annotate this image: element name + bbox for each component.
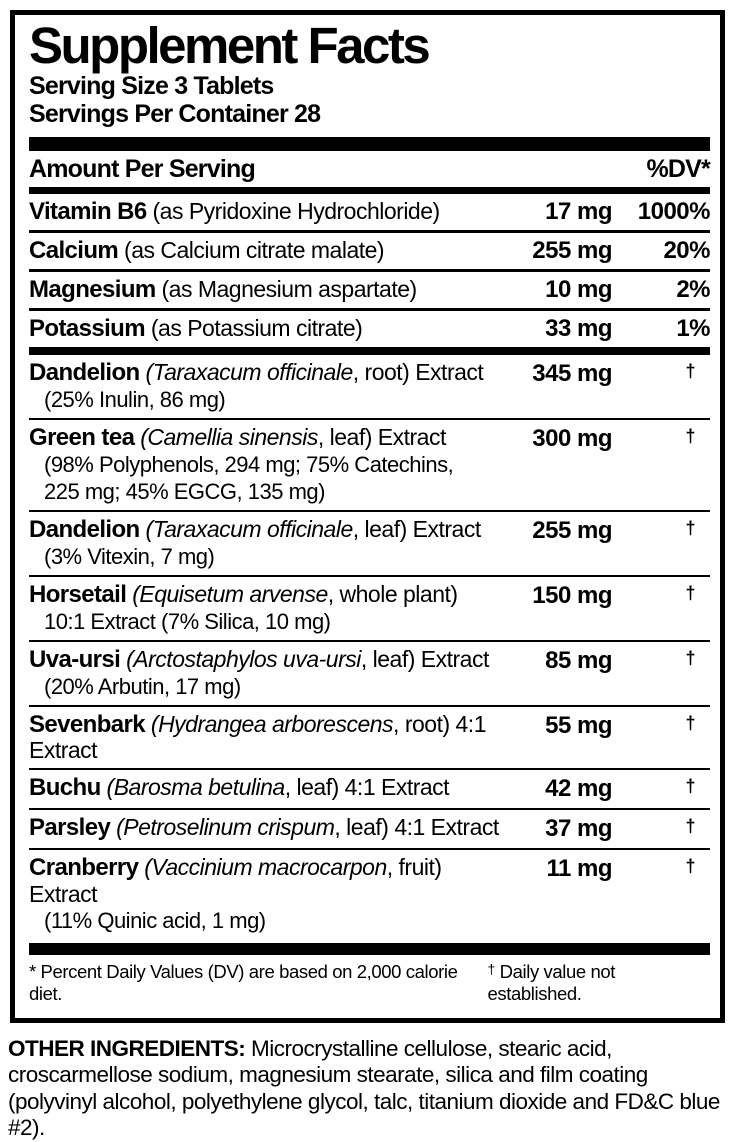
other-ingredients-label: OTHER INGREDIENTS: [8, 1035, 246, 1061]
herbal-qualifier: , fruit) Extract [29, 854, 442, 907]
nutrient-amount: 10 mg [545, 276, 612, 304]
dagger-icon: † [487, 960, 495, 977]
herbal-latin-name: (Equisetum arvense [126, 580, 328, 607]
herbal-amount: 11 mg [546, 855, 612, 883]
nutrient-dv: 2% [676, 276, 710, 304]
herbal-qualifier: , leaf) Extract [352, 515, 481, 542]
other-ingredients [8, 1036, 727, 1142]
herbal-name-cell [29, 425, 504, 505]
herbal-name: Cranberry [29, 854, 139, 882]
dagger-symbol: † [685, 816, 695, 837]
nutrient-name-cell [29, 238, 504, 264]
herbal-amount: 55 mg [545, 711, 612, 739]
nutrient-name: Calcium [29, 236, 119, 264]
herbal-amount: 345 mg [532, 360, 612, 388]
herbal-row [29, 770, 710, 808]
nutrient-dv: 1000% [637, 198, 710, 226]
nutrient-row [29, 272, 710, 308]
dagger-symbol: † [685, 712, 695, 733]
column-header-row [29, 151, 710, 187]
herbal-qualifier: , whole plant) [327, 580, 458, 607]
nutrient-amount: 17 mg [545, 198, 612, 226]
thick-rule-top [29, 137, 710, 151]
herbal-subline: 10:1 Extract (7% Silica, 10 mg) [44, 609, 331, 635]
herbal-name-cell [29, 360, 504, 413]
herbal-qualifier: , leaf) Extract [317, 424, 446, 451]
herbal-row [29, 577, 710, 640]
supplement-facts-panel [10, 10, 725, 1023]
herbal-name: Parsley [29, 814, 111, 842]
dagger-footnote [488, 961, 710, 1005]
herbal-name: Horsetail [29, 580, 127, 608]
herbal-row [29, 355, 710, 418]
nutrient-name: Potassium [29, 314, 145, 342]
nutrient-detail: (as Potassium citrate) [144, 314, 363, 341]
herbal-name: Dandelion [29, 515, 140, 543]
herbal-name: Green tea [29, 424, 135, 452]
dagger-footnote-text: Daily value not established. [487, 960, 616, 1004]
herbal-qualifier: , leaf) 4:1 Extract [284, 774, 450, 801]
herbal-row [29, 850, 710, 938]
herbal-name: Sevenbark [29, 710, 146, 738]
herbal-row [29, 512, 710, 575]
herbal-qualifier: , root) 4:1 Extract [29, 710, 486, 764]
herbal-latin-name: (Taraxacum officinale [139, 359, 353, 386]
dv-footnote: * Percent Daily Values (DV) are based on 2,000 calorie diet. [29, 960, 458, 1004]
herbal-name-cell [29, 815, 504, 841]
herbal-name-cell [29, 712, 504, 764]
herbal-name: Uva-ursi [29, 645, 121, 673]
dagger-symbol: † [685, 776, 695, 797]
mid-rule-header [29, 187, 710, 194]
herbal-row [29, 420, 710, 510]
herbal-amount: 150 mg [532, 581, 612, 609]
herbal-name-cell [29, 647, 504, 700]
nutrient-amount: 255 mg [532, 237, 612, 265]
nutrient-name-cell [29, 277, 504, 303]
nutrient-dv: 20% [663, 237, 710, 265]
panel-title: Supplement Facts [29, 17, 429, 74]
dagger-symbol: † [685, 517, 695, 538]
nutrient-detail: (as Calcium citrate malate) [118, 236, 385, 263]
herbal-subline: (98% Polyphenols, 294 mg; 75% Catechins, [44, 452, 454, 478]
nutrient-row [29, 194, 710, 230]
herbal-latin-name: (Taraxacum officinale [139, 515, 353, 542]
percent-dv-label: %DV* [646, 155, 710, 184]
herbal-name-cell [29, 775, 504, 801]
herbal-latin-name: (Camellia sinensis [134, 424, 318, 451]
herbal-latin-name: (Vaccinium macrocarpon [138, 854, 387, 881]
other-ingredients-text: Microcrystalline cellulose, stearic acid, croscarmellose sodium, magnesium stearate, silica and film coating (polyvinyl alcohol, polyethylene glycol, talc, titanium dioxide and FD&C blue #2). [8, 1035, 720, 1141]
thick-rule-bottom [29, 943, 710, 955]
herbal-name-cell [29, 582, 504, 635]
nutrient-amount: 33 mg [545, 315, 612, 343]
dagger-symbol: † [685, 856, 695, 877]
dagger-symbol: † [685, 426, 695, 447]
herbal-qualifier: , leaf) Extract [360, 645, 489, 672]
servings-per-container: Servings Per Container 28 [29, 100, 321, 129]
herbal-subline: 225 mg; 45% EGCG, 135 mg) [44, 479, 325, 505]
herbal-row [29, 810, 710, 848]
herbal-name: Dandelion [29, 359, 140, 387]
footnote-row [29, 955, 710, 1012]
herbal-subline: (20% Arbutin, 17 mg) [44, 674, 241, 700]
herbal-row [29, 707, 710, 769]
dagger-symbol: † [685, 647, 695, 668]
herbal-latin-name: (Barosma betulina [100, 774, 285, 801]
herbal-name: Buchu [29, 774, 101, 802]
nutrient-name-cell [29, 316, 504, 342]
herbal-amount: 42 mg [545, 775, 612, 803]
herbal-amount: 37 mg [545, 815, 612, 843]
herbal-subline: (11% Quinic acid, 1 mg) [44, 908, 266, 934]
herbal-amount: 255 mg [532, 516, 612, 544]
nutrient-name: Magnesium [29, 275, 156, 303]
nutrient-detail: (as Pyridoxine Hydrochloride) [146, 197, 440, 224]
nutrient-row [29, 311, 710, 347]
serving-size: Serving Size 3 Tablets [29, 72, 274, 101]
section-rule [29, 347, 710, 355]
nutrient-detail: (as Magnesium aspartate) [155, 275, 417, 302]
nutrient-name: Vitamin B6 [29, 197, 147, 225]
dagger-symbol: † [685, 361, 695, 382]
herbal-latin-name: (Arctostaphylos uva-ursi [120, 645, 361, 672]
herbal-subline: (3% Vitexin, 7 mg) [44, 544, 215, 570]
herbal-name-cell [29, 855, 504, 933]
herbal-qualifier: , root) Extract [352, 359, 484, 386]
herbal-qualifier: , leaf) 4:1 Extract [334, 814, 499, 841]
herbal-latin-name: (Hydrangea arborescens [145, 710, 394, 737]
herbal-name-cell [29, 517, 504, 570]
nutrient-row [29, 233, 710, 269]
herbal-subline: (25% Inulin, 86 mg) [44, 387, 226, 413]
herbal-row [29, 642, 710, 705]
herbal-amount: 300 mg [532, 425, 612, 453]
nutrient-name-cell [29, 199, 504, 225]
nutrient-dv: 1% [676, 315, 710, 343]
herbal-amount: 85 mg [545, 646, 612, 674]
dagger-symbol: † [685, 582, 695, 603]
amount-per-serving-label: Amount Per Serving [29, 155, 255, 184]
herbal-latin-name: (Petroselinum crispum [110, 814, 335, 841]
